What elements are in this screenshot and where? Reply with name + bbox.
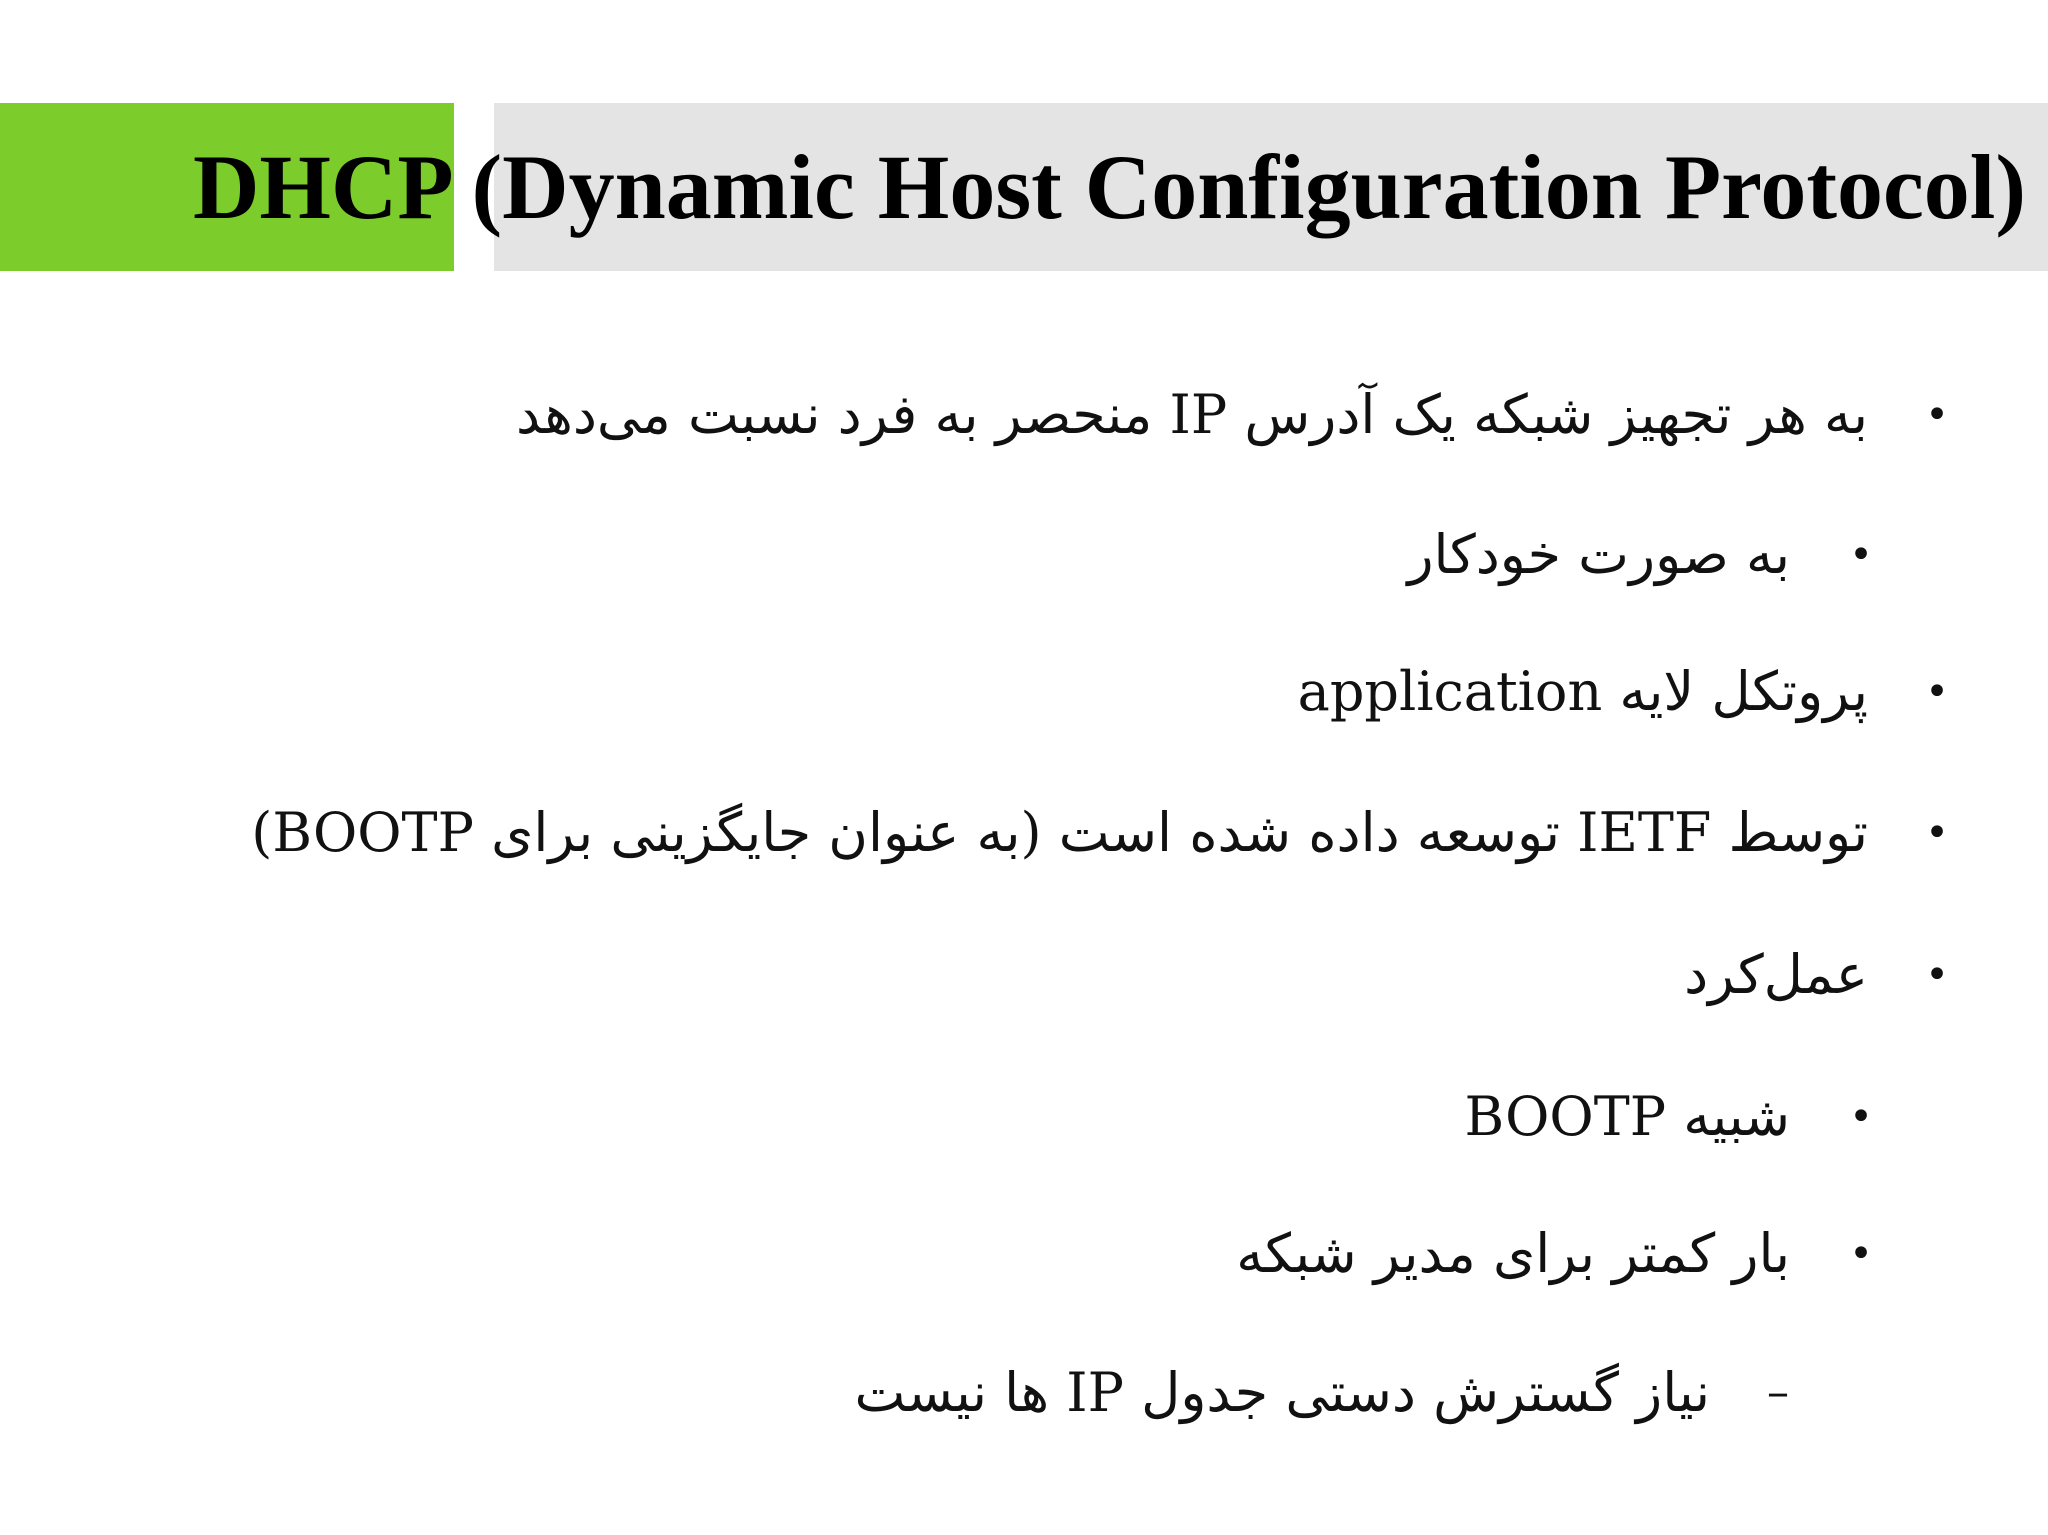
bullet-text: عمل‌کرد bbox=[1684, 943, 1868, 1006]
bullet-text: توسط IETF توسعه داده شده است (به عنوان جایگزینی برای BOOTP) bbox=[251, 801, 1868, 864]
bullet-marker: • bbox=[1925, 392, 1949, 438]
bullet-text: به هر تجهیز شبکه یک آدرس IP منحصر به فرد نسبت می‌دهد bbox=[516, 383, 1868, 446]
bullet-marker: • bbox=[1849, 1094, 1873, 1140]
bullet-marker: • bbox=[1849, 1231, 1873, 1277]
bullet-dash-marker: – bbox=[1767, 1367, 1789, 1418]
bullet-text: به صورت خودکار bbox=[1407, 523, 1790, 586]
bullet-marker: • bbox=[1925, 952, 1949, 998]
bullet-marker: • bbox=[1849, 532, 1873, 578]
bullet-text: پروتکل لایه application bbox=[1297, 660, 1868, 723]
bullet-marker: • bbox=[1925, 669, 1949, 715]
bullet-text: نیاز گسترش دستی جدول IP ها نیست bbox=[854, 1361, 1710, 1424]
bullet-text: شبیه BOOTP bbox=[1464, 1085, 1790, 1148]
slide-title: DHCP (Dynamic Host Configuration Protocol) bbox=[192, 136, 2026, 238]
bullet-marker: • bbox=[1925, 810, 1949, 856]
bullet-text: بار کمتر برای مدیر شبکه bbox=[1236, 1222, 1790, 1285]
